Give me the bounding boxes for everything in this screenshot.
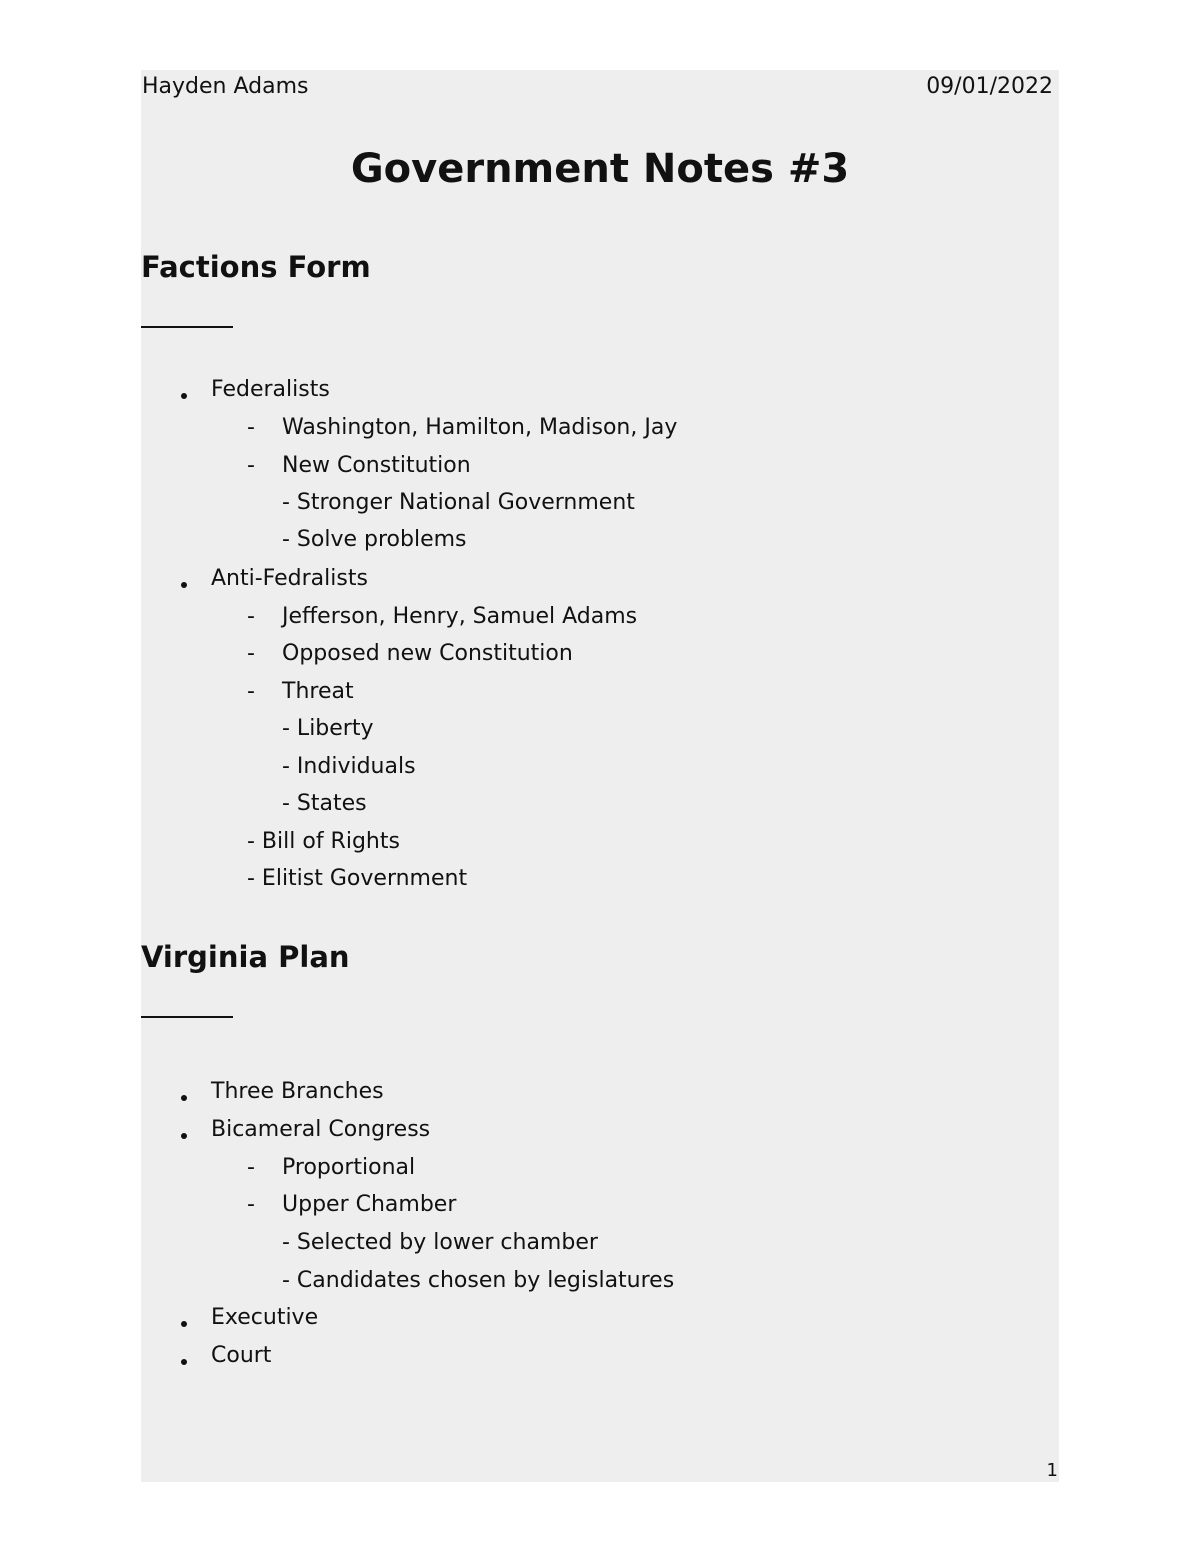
page-title: Government Notes #3 <box>350 146 850 192</box>
list-item: - Selected by lower chamber <box>282 1230 598 1255</box>
bullet-icon <box>181 393 187 399</box>
dash-marker: - <box>247 679 255 704</box>
section-heading-virginia-plan: Virginia Plan <box>141 940 350 974</box>
list-item: - Elitist Government <box>247 866 468 891</box>
dash-marker: - <box>247 1192 255 1217</box>
list-item: Court <box>211 1343 272 1368</box>
dash-marker: - <box>247 604 255 629</box>
list-item: - Stronger National Government <box>282 490 635 515</box>
note-date: 09/01/2022 <box>926 74 1053 99</box>
list-item: Upper Chamber <box>282 1192 457 1217</box>
section-heading-factions-form: Factions Form <box>141 250 371 284</box>
list-item: Federalists <box>211 377 330 402</box>
page-number: 1 <box>1046 1460 1058 1481</box>
list-item: - Solve problems <box>282 527 467 552</box>
list-item: - Candidates chosen by legislatures <box>282 1268 675 1293</box>
bullet-icon <box>181 1095 187 1101</box>
list-item: Three Branches <box>211 1079 384 1104</box>
list-item: Threat <box>282 679 354 704</box>
dash-marker: - <box>247 453 255 478</box>
bullet-icon <box>181 1359 187 1365</box>
list-item: Opposed new Constitution <box>282 641 573 666</box>
list-item: Proportional <box>282 1155 416 1180</box>
list-item: New Constitution <box>282 453 471 478</box>
dash-marker: - <box>247 415 255 440</box>
author-name: Hayden Adams <box>142 74 309 99</box>
list-item: Jefferson, Henry, Samuel Adams <box>282 604 638 629</box>
list-item: Executive <box>211 1305 319 1330</box>
list-item: Anti-Fedralists <box>211 566 368 591</box>
list-item: Washington, Hamilton, Madison, Jay <box>282 415 678 440</box>
section-underline <box>141 326 233 328</box>
dash-marker: - <box>247 641 255 666</box>
bullet-icon <box>181 582 187 588</box>
dash-marker: - <box>247 1155 255 1180</box>
list-item: - Liberty <box>282 716 374 741</box>
bullet-icon <box>181 1133 187 1139</box>
section-underline <box>141 1016 233 1018</box>
list-item: - States <box>282 791 367 816</box>
list-item: - Bill of Rights <box>247 829 400 854</box>
list-item: - Individuals <box>282 754 416 779</box>
list-item: Bicameral Congress <box>211 1117 431 1142</box>
bullet-icon <box>181 1321 187 1327</box>
